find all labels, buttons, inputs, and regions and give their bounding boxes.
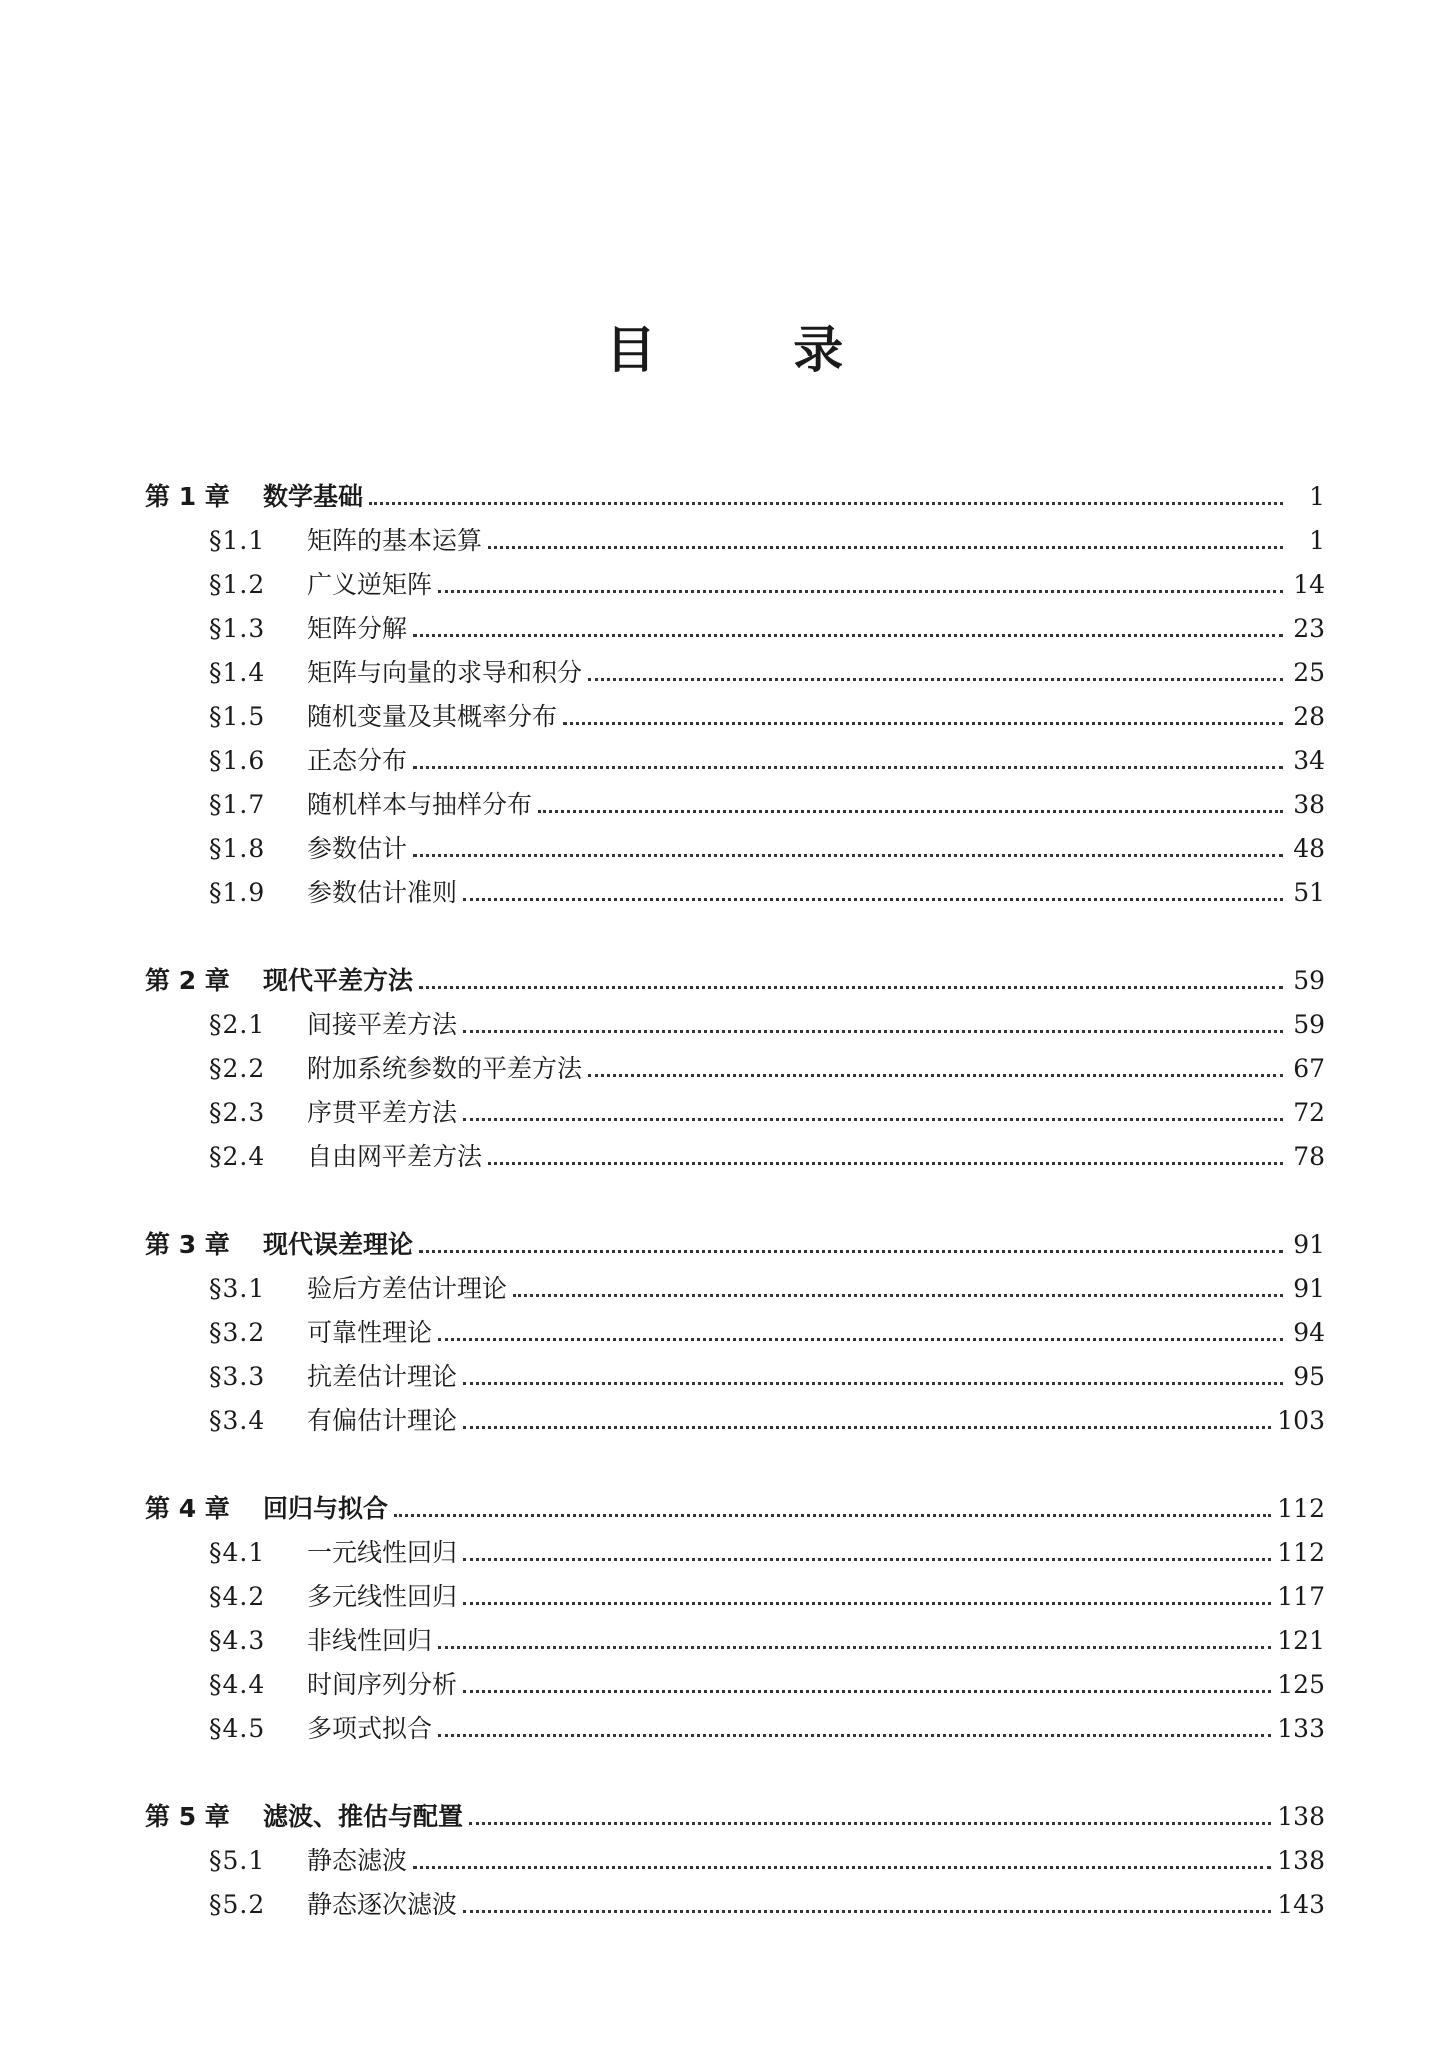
- section-entry-page-number: 138: [1277, 1846, 1325, 1875]
- section-entry-title: 矩阵的基本运算: [307, 526, 483, 555]
- dot-leader: [463, 1690, 1271, 1693]
- section-entry-number: §4.5: [209, 1714, 266, 1743]
- section-entry-page-number: 91: [1293, 1274, 1325, 1303]
- section-entry-page-number: 121: [1277, 1626, 1325, 1655]
- section-entry-page-number: 28: [1293, 702, 1325, 731]
- chapter-entry[interactable]: [145, 959, 1325, 1003]
- table-of-contents: [145, 475, 1325, 1971]
- section-entry[interactable]: [145, 1531, 1325, 1575]
- dot-leader: [413, 766, 1283, 769]
- section-entry-number: §3.1: [209, 1274, 266, 1303]
- section-entry[interactable]: [145, 1267, 1325, 1311]
- section-entry-page-number: 143: [1277, 1890, 1325, 1919]
- chapter-entry-number: 第 1 章: [145, 482, 230, 511]
- section-entry-number: §1.2: [209, 570, 266, 599]
- section-entry-number: §3.3: [209, 1362, 266, 1391]
- dot-leader: [463, 1030, 1283, 1033]
- chapter-entry[interactable]: [145, 1487, 1325, 1531]
- section-entry-page-number: 72: [1293, 1098, 1325, 1127]
- section-entry[interactable]: [145, 1619, 1325, 1663]
- section-entry-title: 序贯平差方法: [307, 1098, 458, 1127]
- section-entry[interactable]: [145, 739, 1325, 783]
- dot-leader: [463, 1910, 1271, 1913]
- section-entry-title: 自由网平差方法: [307, 1142, 483, 1171]
- chapter-entry-number: 第 3 章: [145, 1230, 230, 1259]
- section-entry-number: §1.4: [209, 658, 266, 687]
- section-entry-title: 一元线性回归: [307, 1538, 458, 1567]
- section-entry-number: §4.2: [209, 1582, 266, 1611]
- dot-leader: [419, 1250, 1283, 1253]
- section-entry-number: §1.5: [209, 702, 266, 731]
- chapter-entry-page-number: 59: [1293, 966, 1325, 995]
- section-entry[interactable]: [145, 1135, 1325, 1179]
- section-entry[interactable]: [145, 1883, 1325, 1927]
- section-entry-title: 间接平差方法: [307, 1010, 458, 1039]
- section-entry[interactable]: [145, 695, 1325, 739]
- section-entry-title: 可靠性理论: [307, 1318, 433, 1347]
- section-entry-title: 抗差估计理论: [307, 1362, 458, 1391]
- chapter-entry-number: 第 4 章: [145, 1494, 230, 1523]
- dot-leader: [438, 1734, 1271, 1737]
- dot-leader: [438, 590, 1283, 593]
- section-entry-page-number: 133: [1277, 1714, 1325, 1743]
- section-entry-number: §2.2: [209, 1054, 266, 1083]
- section-entry-number: §5.2: [209, 1890, 266, 1919]
- chapter-entry-page-number: 91: [1293, 1230, 1325, 1259]
- section-entry-number: §2.4: [209, 1142, 266, 1171]
- section-entry-number: §1.6: [209, 746, 266, 775]
- section-entry-page-number: 67: [1293, 1054, 1325, 1083]
- dot-leader: [463, 1426, 1271, 1429]
- section-entry-page-number: 94: [1293, 1318, 1325, 1347]
- dot-leader: [488, 546, 1283, 549]
- section-entry-page-number: 51: [1293, 878, 1325, 907]
- section-entry-number: §1.8: [209, 834, 266, 863]
- section-entry-title: 时间序列分析: [307, 1670, 458, 1699]
- section-entry-title: 随机变量及其概率分布: [307, 702, 558, 731]
- section-entry[interactable]: [145, 1839, 1325, 1883]
- dot-leader: [463, 1382, 1283, 1385]
- dot-leader: [463, 1602, 1271, 1605]
- section-entry-number: §2.3: [209, 1098, 266, 1127]
- chapter-entry-title: 数学基础: [263, 482, 364, 511]
- dot-leader: [463, 898, 1283, 901]
- section-entry-page-number: 125: [1277, 1670, 1325, 1699]
- section-entry-page-number: 59: [1293, 1010, 1325, 1039]
- section-entry-title: 随机样本与抽样分布: [307, 790, 533, 819]
- section-entry[interactable]: [145, 1003, 1325, 1047]
- section-entry-number: §3.2: [209, 1318, 266, 1347]
- section-entry-title: 验后方差估计理论: [307, 1274, 508, 1303]
- section-entry[interactable]: [145, 1311, 1325, 1355]
- section-entry[interactable]: [145, 607, 1325, 651]
- section-entry-number: §1.7: [209, 790, 266, 819]
- section-entry-title: 广义逆矩阵: [307, 570, 433, 599]
- section-entry-title: 有偏估计理论: [307, 1406, 458, 1435]
- section-entry[interactable]: [145, 519, 1325, 563]
- dot-leader: [538, 810, 1283, 813]
- dot-leader: [413, 634, 1283, 637]
- section-entry-title: 参数估计准则: [307, 878, 458, 907]
- section-entry-number: §3.4: [209, 1406, 266, 1435]
- section-entry[interactable]: [145, 1707, 1325, 1751]
- section-entry[interactable]: [145, 783, 1325, 827]
- section-entry-page-number: 25: [1293, 658, 1325, 687]
- chapter-entry-page-number: 138: [1277, 1802, 1325, 1831]
- dot-leader: [469, 1822, 1271, 1825]
- dot-leader: [563, 722, 1283, 725]
- dot-leader: [369, 502, 1283, 505]
- chapter-entry-page-number: 1: [1309, 482, 1325, 511]
- section-entry-page-number: 14: [1293, 570, 1325, 599]
- chapter-entry-title: 回归与拟合: [263, 1494, 389, 1523]
- section-entry-title: 矩阵与向量的求导和积分: [307, 658, 583, 687]
- section-entry[interactable]: [145, 651, 1325, 695]
- chapter-entry-title: 滤波、推估与配置: [263, 1802, 464, 1831]
- section-entry-title: 静态滤波: [307, 1846, 408, 1875]
- section-entry[interactable]: [145, 1399, 1325, 1443]
- section-entry-page-number: 78: [1293, 1142, 1325, 1171]
- section-entry[interactable]: [145, 1355, 1325, 1399]
- section-entry-page-number: 23: [1293, 614, 1325, 643]
- section-entry-page-number: 112: [1277, 1538, 1325, 1567]
- section-entry[interactable]: [145, 1575, 1325, 1619]
- section-entry[interactable]: [145, 827, 1325, 871]
- dot-leader: [419, 986, 1283, 989]
- dot-leader: [413, 854, 1283, 857]
- dot-leader: [513, 1294, 1283, 1297]
- dot-leader: [463, 1118, 1283, 1121]
- chapter-entry-number: 第 2 章: [145, 966, 230, 995]
- chapter-block: [145, 1223, 1325, 1443]
- chapter-block: [145, 959, 1325, 1179]
- section-entry-page-number: 34: [1293, 746, 1325, 775]
- section-entry-number: §5.1: [209, 1846, 266, 1875]
- chapter-block: [145, 1795, 1325, 1927]
- dot-leader: [488, 1162, 1283, 1165]
- section-entry[interactable]: [145, 563, 1325, 607]
- section-entry-number: §1.9: [209, 878, 266, 907]
- section-entry-page-number: 38: [1293, 790, 1325, 819]
- dot-leader: [588, 1074, 1283, 1077]
- chapter-entry-page-number: 112: [1277, 1494, 1325, 1523]
- page-title: 目 录: [605, 321, 904, 379]
- section-entry-page-number: 48: [1293, 834, 1325, 863]
- chapter-entry-title: 现代误差理论: [263, 1230, 414, 1259]
- section-entry-number: §4.1: [209, 1538, 266, 1567]
- section-entry-title: 非线性回归: [307, 1626, 433, 1655]
- section-entry-title: 附加系统参数的平差方法: [307, 1054, 583, 1083]
- section-entry-page-number: 117: [1277, 1582, 1325, 1611]
- chapter-block: [145, 475, 1325, 915]
- chapter-entry[interactable]: [145, 1223, 1325, 1267]
- section-entry-title: 多项式拟合: [307, 1714, 433, 1743]
- section-entry-number: §1.3: [209, 614, 266, 643]
- dot-leader: [438, 1338, 1283, 1341]
- dot-leader: [463, 1558, 1271, 1561]
- section-entry-number: §4.4: [209, 1670, 266, 1699]
- section-entry[interactable]: [145, 1047, 1325, 1091]
- section-entry-page-number: 103: [1277, 1406, 1325, 1435]
- section-entry-title: 矩阵分解: [307, 614, 408, 643]
- chapter-entry-title: 现代平差方法: [263, 966, 414, 995]
- section-entry-number: §2.1: [209, 1010, 266, 1039]
- section-entry-page-number: 1: [1309, 526, 1325, 555]
- section-entry-title: 静态逐次滤波: [307, 1890, 458, 1919]
- section-entry[interactable]: [145, 871, 1325, 915]
- dot-leader: [394, 1514, 1271, 1517]
- chapter-entry-number: 第 5 章: [145, 1802, 230, 1831]
- dot-leader: [413, 1866, 1271, 1869]
- section-entry-title: 正态分布: [307, 746, 408, 775]
- dot-leader: [588, 678, 1283, 681]
- chapter-entry[interactable]: [145, 1795, 1325, 1839]
- section-entry-title: 参数估计: [307, 834, 408, 863]
- section-entry-number: §4.3: [209, 1626, 266, 1655]
- section-entry-page-number: 95: [1293, 1362, 1325, 1391]
- section-entry-number: §1.1: [209, 526, 266, 555]
- section-entry[interactable]: [145, 1663, 1325, 1707]
- chapter-entry[interactable]: [145, 475, 1325, 519]
- section-entry-title: 多元线性回归: [307, 1582, 458, 1611]
- chapter-block: [145, 1487, 1325, 1751]
- dot-leader: [438, 1646, 1271, 1649]
- section-entry[interactable]: [145, 1091, 1325, 1135]
